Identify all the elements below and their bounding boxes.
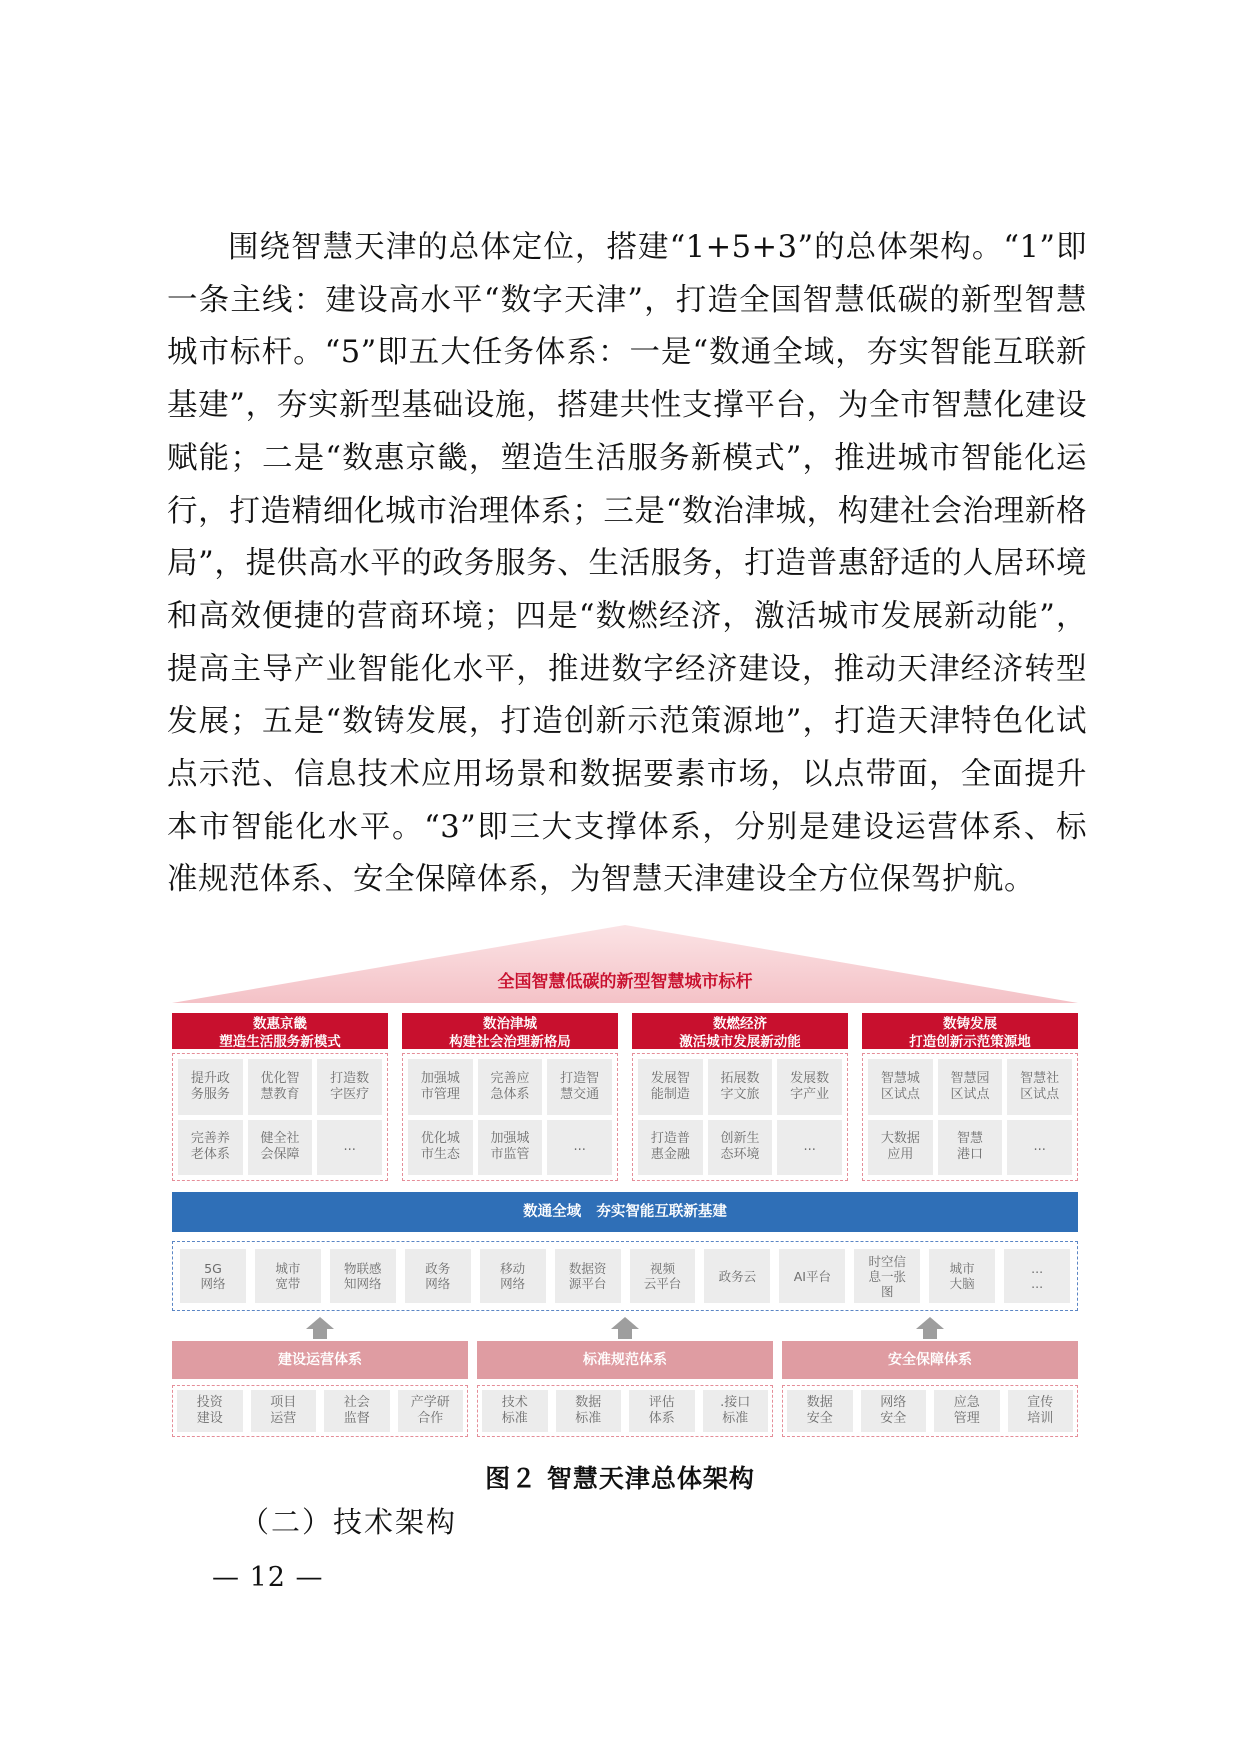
infra-item: 视频 云平台 (630, 1249, 696, 1303)
pillar-2 (402, 1013, 618, 1181)
infra-item: 政务云 (704, 1249, 770, 1303)
support-items (172, 1385, 468, 1437)
pillar-items (862, 1053, 1078, 1181)
pillar-item: 智慧社 区试点 (1007, 1059, 1072, 1115)
figure-caption: 图２ 智慧天津总体架构 (485, 1464, 755, 1493)
roof-shape (172, 925, 1078, 1005)
support-system-2 (477, 1341, 773, 1437)
infra-item: 物联感 知网络 (330, 1249, 396, 1303)
pillar-title: 数治津城 (483, 1016, 537, 1032)
pillar-item: 完善应 急体系 (478, 1059, 543, 1115)
pillar-item: 大数据 应用 (868, 1120, 933, 1176)
pillar-item: 加强城 市监管 (478, 1120, 543, 1176)
pillar-subtitle: 激活城市发展新动能 (679, 1034, 801, 1050)
support-item: 数据 标准 (556, 1390, 622, 1432)
pillar-item: 加强城 市管理 (408, 1059, 473, 1115)
support-item: 应急 管理 (934, 1390, 1000, 1432)
support-item: 技术 标准 (482, 1390, 548, 1432)
infrastructure-row (172, 1241, 1078, 1311)
pillar-header (402, 1013, 618, 1049)
infra-item: 数据资 源平台 (555, 1249, 621, 1303)
infra-item: 城市 宽带 (255, 1249, 321, 1303)
pillar-item: 拓展数 字文旅 (708, 1059, 773, 1115)
infra-item: 政务 网络 (405, 1249, 471, 1303)
page-number: — 12 — (212, 1562, 324, 1593)
support-title: 标准规范体系 (477, 1341, 773, 1379)
pillar-title: 数铸发展 (943, 1016, 997, 1032)
pillar-item: 提升政 务服务 (178, 1059, 243, 1115)
support-item: 网络 安全 (861, 1390, 927, 1432)
pillar-item: ... (317, 1120, 382, 1176)
architecture-figure (172, 925, 1078, 1437)
pillar-item: 智慧园 区试点 (938, 1059, 1003, 1115)
pillar-3 (632, 1013, 848, 1181)
pillar-item: 创新生 态环境 (708, 1120, 773, 1176)
support-title: 建设运营体系 (172, 1341, 468, 1379)
pillar-item: 打造数 字医疗 (317, 1059, 382, 1115)
support-item: 项目 运营 (251, 1390, 317, 1432)
pillar-item: ... (547, 1120, 612, 1176)
pillar-item: 智慧 港口 (938, 1120, 1003, 1176)
support-title: 安全保障体系 (782, 1341, 1078, 1379)
pillar-item: ... (777, 1120, 842, 1176)
pillar-item: ... (1007, 1120, 1072, 1176)
pillar-item: 健全社 会保障 (248, 1120, 313, 1176)
infra-item: 城市 大脑 (929, 1249, 995, 1303)
body-paragraph: 围绕智慧天津的总体定位，搭建“1+5+3”的总体架构。“1”即一条主线：建设高水平“数字天津”，打造全国智慧低碳的新型智慧城市标杆。“5”即五大任务体系：一是“数通全域，夯实智能互联新基建”，夯实新型基础设施，搭建共性支撑平台，为全市智慧化建设赋能；二是“数惠京畿，塑造生活服务新模式”，推进城市智能化运行，打造精细化城市治理体系；三是“数治津城，构建社会治理新格局”，提供高水平的政务服务、生活服务，打造普惠舒适的人居环境和高效便捷的营商环境；四是“数燃经济，激活城市发展新动能”，提高主导产业智能化水平，推进数字经济建设，推动天津经济转型发展；五是“数铸发展，打造创新示范策源地”，打造天津特色化试点示范、信息技术应用场景和数据要素市场，以点带面，全面提升本市智能化水平。“3”即三大支撑体系，分别是建设运营体系、标准规范体系、安全保障体系，为智慧天津建设全方位保驾护航。 (167, 230, 1087, 898)
infra-item: 时空信 息一张 图 (854, 1249, 920, 1303)
pillar-items (402, 1053, 618, 1181)
pillar-item: 打造智 慧交通 (547, 1059, 612, 1115)
pillar-header (172, 1013, 388, 1049)
roof-title: 全国智慧低碳的新型智慧城市标杆 (497, 972, 753, 992)
support-item: 宣传 培训 (1008, 1390, 1074, 1432)
pillar-subtitle: 打造创新示范策源地 (909, 1034, 1031, 1050)
pillar-items (632, 1053, 848, 1181)
infra-item: 移动 网络 (480, 1249, 546, 1303)
infra-item: 5G 网络 (180, 1249, 246, 1303)
section-heading: （二）技术架构 (240, 1505, 458, 1539)
support-item: 评估 体系 (629, 1390, 695, 1432)
support-item: .接口 标准 (703, 1390, 769, 1432)
infra-item: AI平台 (779, 1249, 845, 1303)
pillar-subtitle: 塑造生活服务新模式 (219, 1034, 341, 1050)
pillar-subtitle: 构建社会治理新格局 (449, 1034, 571, 1050)
pillar-item: 优化智 慧教育 (248, 1059, 313, 1115)
support-item: 产学研 合作 (398, 1390, 464, 1432)
support-item: 社会 监督 (324, 1390, 390, 1432)
pillar-item: 发展智 能制造 (638, 1059, 703, 1115)
support-system-1 (172, 1341, 468, 1437)
support-item: 数据 安全 (787, 1390, 853, 1432)
pillar-title: 数燃经济 (713, 1016, 767, 1032)
support-items (782, 1385, 1078, 1437)
support-item: 投资 建设 (177, 1390, 243, 1432)
pillar-item: 打造普 惠金融 (638, 1120, 703, 1176)
pillar-header (632, 1013, 848, 1049)
pillar-item: 优化城 市生态 (408, 1120, 473, 1176)
foundation-band: 数通全域 夯实智能互联新基建 (172, 1192, 1078, 1232)
pillar-item: 完善养 老体系 (178, 1120, 243, 1176)
pillar-item: 智慧城 区试点 (868, 1059, 933, 1115)
pillar-1 (172, 1013, 388, 1181)
support-items (477, 1385, 773, 1437)
pillar-item: 发展数 字产业 (777, 1059, 842, 1115)
infra-item: ... ... (1004, 1249, 1070, 1303)
pillar-title: 数惠京畿 (253, 1016, 307, 1032)
pillar-4 (862, 1013, 1078, 1181)
pillar-header (862, 1013, 1078, 1049)
pillar-items (172, 1053, 388, 1181)
support-system-3 (782, 1341, 1078, 1437)
